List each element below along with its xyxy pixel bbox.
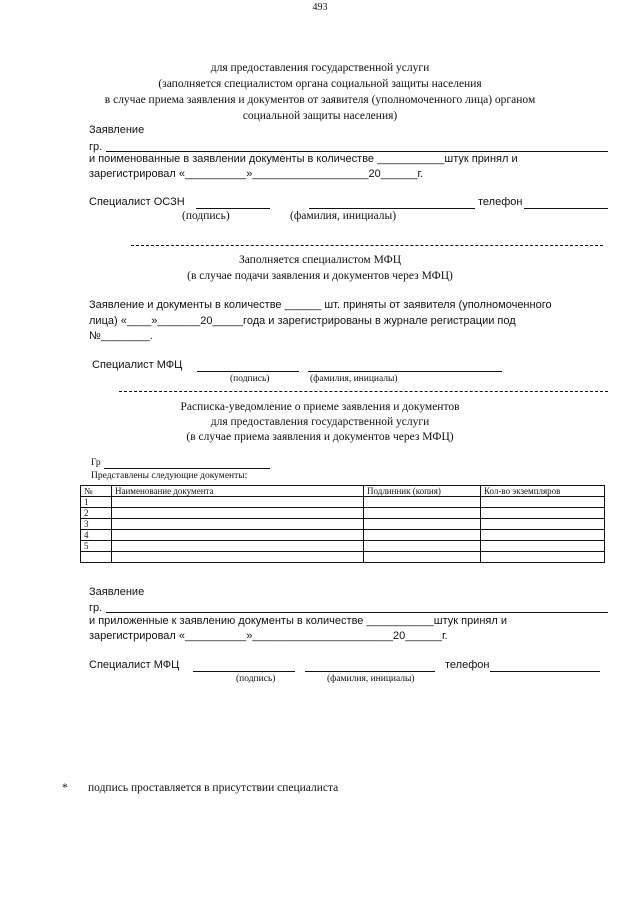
mfc-signature-field[interactable] xyxy=(197,371,299,372)
copies-count-cell[interactable] xyxy=(481,552,605,563)
osz-registered-line: зарегистрировал «__________»___________________20______г. xyxy=(89,168,424,180)
document-name-cell[interactable] xyxy=(112,530,364,541)
col-count-header: Кол-во экземпляров xyxy=(481,486,605,497)
original-copy-cell[interactable] xyxy=(364,541,481,552)
row-number: 3 xyxy=(81,519,112,530)
receipt-phone-label: телефон xyxy=(445,659,490,671)
osz-citizen-prefix: гр. xyxy=(89,141,103,153)
receipt-title-line-1: Расписка-уведомление о приеме заявления и документов xyxy=(180,401,460,413)
receipt-statement-label: Заявление xyxy=(89,586,145,598)
mfc-title-line-1: Заполняется специалистом МФЦ xyxy=(238,254,402,266)
row-number: 2 xyxy=(81,508,112,519)
osz-statement-label: Заявление xyxy=(89,124,145,136)
col-number-header: № xyxy=(81,486,112,497)
receipt-registered-line: зарегистрировал «__________»_______________________20______г. xyxy=(89,630,448,642)
table-row xyxy=(81,552,605,563)
osz-title-line-1: для предоставления государственной услуги xyxy=(210,62,430,74)
osz-signature-field[interactable] xyxy=(196,208,270,209)
table-row xyxy=(81,497,605,508)
document-name-cell[interactable] xyxy=(112,552,364,563)
receipt-signature-field[interactable] xyxy=(193,671,295,672)
osz-title-line-3: в случае приема заявления и документов от заявителя (уполномоченного лица) органом xyxy=(104,94,536,106)
osz-name-caption: (фамилия, инициалы) xyxy=(290,210,397,222)
receipt-name-caption: (фамилия, инициалы) xyxy=(327,674,415,684)
osz-specialist-label: Специалист ОСЗН xyxy=(89,196,185,208)
receipt-docs-line: и приложенные к заявлению документы в количестве ___________штук принял и xyxy=(89,615,507,627)
cut-line-2 xyxy=(119,391,608,392)
document-name-cell[interactable] xyxy=(112,541,364,552)
mfc-signature-caption: (подпись) xyxy=(230,374,270,384)
mfc-name-caption: (фамилия, инициалы) xyxy=(310,374,398,384)
page-number: 493 xyxy=(312,2,328,13)
original-copy-cell[interactable] xyxy=(364,530,481,541)
col-name-header: Наименование документа xyxy=(112,486,364,497)
table-row xyxy=(81,541,605,552)
osz-docs-line: и поименованные в заявлении документы в количестве ___________штук принял и xyxy=(89,153,518,165)
osz-name-field[interactable] xyxy=(309,208,475,209)
osz-title-line-2: (заполняется специалистом органа социальной защиты населения xyxy=(158,78,482,90)
table-header-row xyxy=(81,486,605,497)
original-copy-cell[interactable] xyxy=(364,519,481,530)
receipt-signature-caption: (подпись) xyxy=(236,674,276,684)
copies-count-cell[interactable] xyxy=(481,530,605,541)
original-copy-cell[interactable] xyxy=(364,552,481,563)
osz-phone-label: телефон xyxy=(478,196,523,208)
mfc-para-line-1: Заявление и документы в количестве ______ шт. приняты от заявителя (уполномоченного xyxy=(89,299,552,311)
document-name-cell[interactable] xyxy=(112,497,364,508)
receipt-specialist-label: Специалист МФЦ xyxy=(89,659,180,671)
docs-presented-label: Представлены следующие документы: xyxy=(91,471,248,481)
receipt-citizen-field-2[interactable] xyxy=(106,612,608,613)
copies-count-cell[interactable] xyxy=(481,497,605,508)
mfc-para-line-3: №________. xyxy=(89,330,153,342)
receipt-name-field[interactable] xyxy=(305,671,435,672)
copies-count-cell[interactable] xyxy=(481,519,605,530)
footnote-marker: * xyxy=(62,782,68,794)
row-number: 4 xyxy=(81,530,112,541)
original-copy-cell[interactable] xyxy=(364,508,481,519)
receipt-citizen-field[interactable] xyxy=(104,468,270,469)
table-row xyxy=(81,508,605,519)
mfc-para-line-2: лица) «____»_______20_____года и зарегистрированы в журнале регистрации под xyxy=(89,315,516,327)
osz-title-line-4: социальной защиты населения) xyxy=(242,110,398,122)
receipt-citizen-prefix-2: гр. xyxy=(89,602,103,614)
mfc-name-field[interactable] xyxy=(308,371,502,372)
copies-count-cell[interactable] xyxy=(481,541,605,552)
documents-table xyxy=(80,485,605,563)
original-copy-cell[interactable] xyxy=(364,497,481,508)
receipt-title-line-3: (в случае приема заявления и документов через МФЦ) xyxy=(186,431,454,443)
row-number: 1 xyxy=(81,497,112,508)
receipt-phone-field[interactable] xyxy=(490,671,600,672)
col-original-header: Подлинник (копия) xyxy=(364,486,481,497)
copies-count-cell[interactable] xyxy=(481,508,605,519)
footnote-text: подпись проставляется в присутствии специалиста xyxy=(88,782,339,794)
document-name-cell[interactable] xyxy=(112,519,364,530)
mfc-title-line-2: (в случае подачи заявления и документов через МФЦ) xyxy=(187,270,453,282)
document-name-cell[interactable] xyxy=(112,508,364,519)
table-row xyxy=(81,530,605,541)
cut-line-1 xyxy=(131,245,603,246)
osz-phone-field[interactable] xyxy=(524,208,608,209)
row-number xyxy=(81,552,112,563)
receipt-citizen-prefix: Гр xyxy=(91,458,101,468)
row-number: 5 xyxy=(81,541,112,552)
osz-citizen-field[interactable] xyxy=(106,151,608,152)
table-row xyxy=(81,519,605,530)
receipt-title-line-2: для предоставления государственной услуги xyxy=(210,416,430,428)
mfc-specialist-label: Специалист МФЦ xyxy=(92,359,183,371)
osz-signature-caption: (подпись) xyxy=(182,210,230,222)
